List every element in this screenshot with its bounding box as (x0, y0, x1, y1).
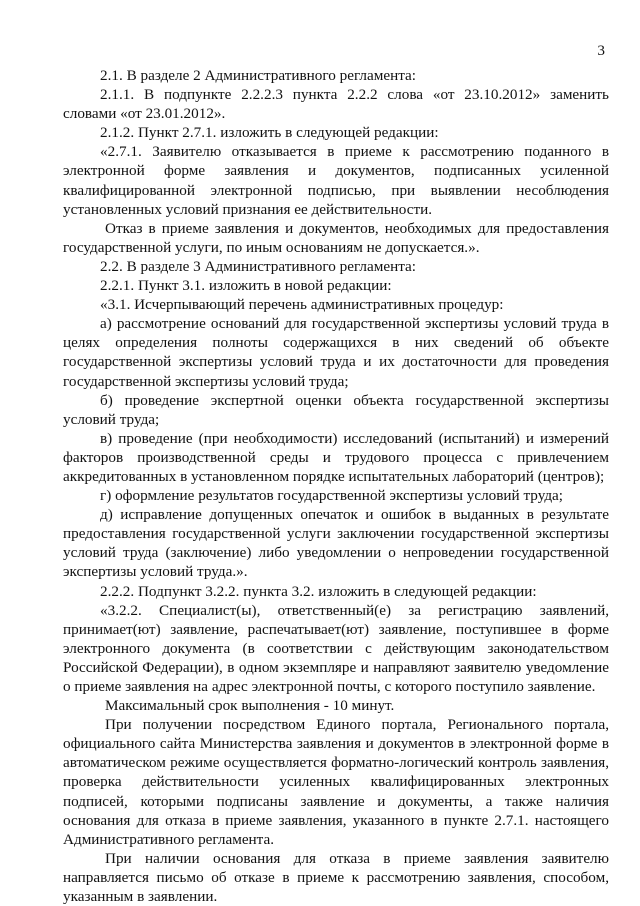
section-2-2-heading: 2.2. В разделе 3 Административного регламента: (100, 257, 417, 275)
refusal-letter-paragraph: При наличии основания для отказа в приеме заявления заявителю направляется письмо об отказе в приеме к рассмотрению заявления, способом, указанным в заявлении. (63, 849, 609, 906)
procedure-item-v: в) проведение (при необходимости) исследований (испытаний) и измерений факторов производственной среды и трудового процесса с привлечением аккредитованных в установленном порядке испытательных лабораторий (центров); (63, 429, 609, 485)
quoted-paragraph-3-2-2: «3.2.2. Специалист(ы), ответственный(е) за регистрацию заявлений, принимает(ют) заявление, распечатывает(ют) заявление, поступившее в форме электронного документа (в соответствии с действующим законодательством Российской Федерации), в одном экземпляре и направляют заявителю уведомление о приеме заявления на адрес электронной почты, с которого поступило заявление. (63, 601, 609, 695)
paragraph-2-1-2: 2.1.2. Пункт 2.7.1. изложить в следующей редакции: (100, 124, 439, 142)
paragraph-2-1-1: 2.1.1. В подпункте 2.2.2.3 пункта 2.2.2 слова «от 23.10.2012» заменить словами «от 23.01.2012». (63, 86, 609, 123)
portal-receipt-paragraph: При получении посредством Единого портала, Регионального портала, официального сайта Министерства заявления и документов в электронной форме в автоматическом режиме осуществляется форматно-логический контроль заявления, проверка действительности усиленных квалифицированных электронных подписей, которыми подписаны заявление и документы, а также наличия основания для отказа в приеме заявления, указанного в пункте 2.7.1. настоящего Административного регламента. (63, 716, 609, 848)
section-2-1-heading: 2.1. В разделе 2 Административного регламента: (100, 67, 417, 84)
refusal-paragraph: Отказ в приеме заявления и документов, необходимых для предоставления государственной услуги, по иным основаниям не допускается.». (63, 219, 609, 256)
procedure-item-a: а) рассмотрение оснований для государственной экспертизы условий труда в целях определения полноты содержащихся в них сведений об объекте государственной экспертизы условий труда и их достаточности для проведения государственной экспертизы условий труда; (63, 315, 609, 390)
procedure-item-d: д) исправление допущенных опечаток и ошибок в выданных в результате предоставления государственной услуги заключении государственной экспертизы условий труда (заключение) либо уведомлении о непроведении государственной экспертизы условий труда.». (63, 506, 609, 581)
paragraph-2-2-2: 2.2.2. Подпункт 3.2.2. пункта 3.2. изложить в следующей редакции: (100, 582, 537, 600)
max-duration-paragraph: Максимальный срок выполнения - 10 минут. (105, 697, 395, 715)
quoted-paragraph-2-7-1: «2.7.1. Заявителю отказывается в приеме к рассмотрению поданного в электронной форме заявления и документов, подписанных усиленной квалифицированной электронной подписью, при выявлении несоблюдения установленных условий признания ее действительности. (63, 143, 609, 218)
quoted-paragraph-3-1: «3.1. Исчерпывающий перечень административных процедур: (100, 296, 504, 314)
paragraph-2-2-1: 2.2.1. Пункт 3.1. изложить в новой редакции: (100, 277, 392, 295)
page-number: 3 (597, 42, 605, 59)
procedure-item-g: г) оформление результатов государственной экспертизы условий труда; (100, 487, 564, 505)
procedure-item-b: б) проведение экспертной оценки объекта государственной экспертизы условий труда; (63, 391, 609, 428)
document-body (63, 66, 609, 906)
